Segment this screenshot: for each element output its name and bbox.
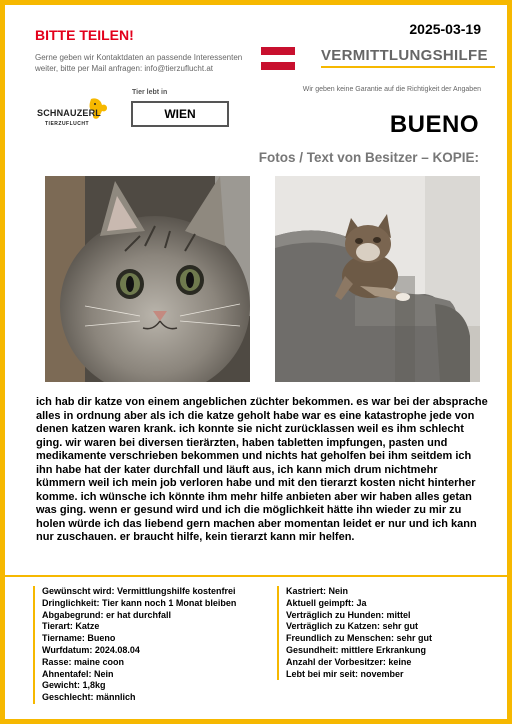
austria-flag-icon [261, 47, 295, 70]
story-text: ich hab dir katze von einem angeblichen züchter bekommen. es war bei der absprache alles in ordnung aber als ich die katze geholt habe war es eine katastrophe jede von denen katzen waren krank. ich konnte sie nicht zurücklassen weil es ihm schlecht ging. wir waren bei diversen tierärzten, haben tabletten impfungen, pasten und medikamente verschrieben bekommen und nichts hat geholfen bei ihm seitdem ich ihn habe hat der kater durchfall und läuft aus, ich kann mich drum nichtmehr kümmern weil ich mein job verloren habe und mit den tierarzt kosten nicht hinterher komme. ich wünsche ich könnte ihm mehr hilfe anbieten aber wir haben alles getan was ging. wenn er gesund wird und ich die möglichkeit hätte ihn wieder zu mir zu holen würde ich das liebend gern machen aber momentan leidet er nur und ich kann nur zuschauen. er braucht hilfe, kein tierarzt kann mir helfen. [36, 396, 488, 543]
detail-row: Gewünscht wird: Vermittlungshilfe kostenfrei [42, 586, 236, 596]
details-right-column [277, 586, 496, 680]
detail-row: Dringlichkeit: Tier kann noch 1 Monat bleiben [42, 597, 237, 608]
detail-row: Ahnentafel: Nein [42, 668, 114, 679]
detail-row: Gesundheit: mittlere Erkrankung [286, 644, 427, 655]
share-label: BITTE TEILEN! [35, 27, 134, 43]
headline: VERMITTLUNGSHILFE [321, 47, 488, 64]
logo-subtitle: TIERZUFLUCHT [45, 121, 90, 127]
detail-row: Verträglich zu Katzen: sehr gut [286, 621, 419, 632]
detail-row: Lebt bei mir seit: november [286, 668, 404, 679]
pet-name: BUENO [389, 111, 479, 138]
detail-row: Wurfdatum: 2024.08.04 [42, 644, 140, 655]
disclaimer-text: Wir geben keine Garantie auf die Richtigkeit der Angaben [302, 86, 481, 93]
headline-underline [321, 66, 495, 68]
date-label: 2025-03-19 [409, 21, 481, 37]
location-value: WIEN [164, 107, 196, 121]
detail-row: Verträglich zu Hunden: mittel [286, 609, 411, 620]
kitten-closeup-photo [45, 176, 250, 382]
contact-text: Gerne geben wir Kontaktdaten an passende Interessenten weiter, bitte per Mail anfragen: info@tierzuflucht.at [35, 53, 243, 73]
detail-row: Aktuell geimpft: Ja [286, 597, 367, 608]
location-label: Tier lebt in [132, 89, 168, 96]
detail-row: Freundlich zu Menschen: sehr gut [286, 633, 433, 644]
location-box [131, 101, 229, 127]
cat-on-sofa-photo [275, 176, 480, 382]
section-divider [5, 575, 507, 577]
detail-row: Abgabegrund: er hat durchfall [42, 609, 172, 620]
detail-row: Anzahl der Vorbesitzer: keine [286, 656, 412, 667]
detail-row: Rasse: maine coon [42, 656, 125, 667]
detail-row: Tierart: Katze [42, 621, 100, 632]
detail-row: Tiername: Bueno [42, 633, 116, 644]
detail-row: Kastriert: Nein [286, 586, 349, 596]
details-left-column [33, 586, 272, 704]
source-note: Fotos / Text von Besitzer – KOPIE: [258, 150, 479, 165]
detail-row: Geschlecht: männlich [42, 692, 136, 703]
detail-row: Gewicht: 1,8kg [42, 680, 106, 691]
logo-wordmark: SCHNAUZERL [37, 108, 101, 118]
